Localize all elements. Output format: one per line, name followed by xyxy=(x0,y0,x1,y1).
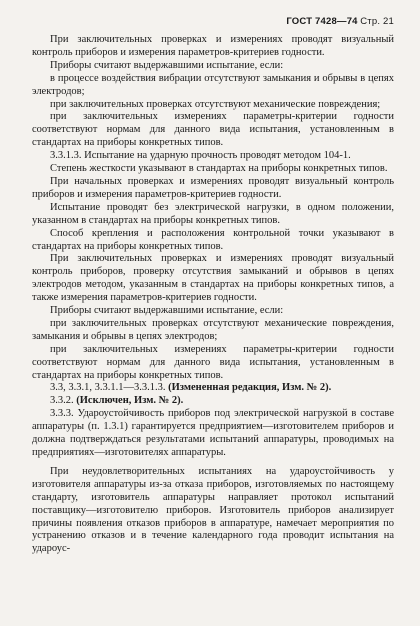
paragraph: Испытание проводят без электрической нагрузки, в одном положении, указанном в стандартах на приборы конкретных типов. xyxy=(32,201,394,226)
edit-note-1 xyxy=(32,382,394,395)
paragraph: Способ крепления и расположения контрольной точки указывают в стандартах на приборы конкретных типов. xyxy=(32,227,394,252)
final-paragraph: При неудовлетворительных испытаниях на удароустойчивость у изготовителя аппаратуры из-за отказа приборов, изготовляемых по настоящему стандарту, изготовитель аппаратуры направляет протокол испытаний поставщику—изготовителю приборов. Изготовитель приборов анализирует причины появления отказов приборов в аппаратуре, намечает мероприятия по устранению отказов и в течение календарного года проводит испытания на удароус- xyxy=(32,465,394,555)
edit-note-2 xyxy=(32,395,394,408)
page-number: Стр. 21 xyxy=(360,16,394,27)
paragraph: при заключительных измерениях параметры-критерии годности соответствуют нормам для данного вида испытания, установленным в стандартах на приборы конкретных типов. xyxy=(32,111,394,149)
page-header xyxy=(32,16,394,27)
paragraph: При начальных проверках и измерениях проводят визуальный контроль приборов и измерения параметров-критериев годности. xyxy=(32,175,394,200)
paragraph: При заключительных проверках и измерениях проводят визуальный контроль приборов и измерения параметров-критериев годности. xyxy=(32,34,394,58)
paragraph-3-3-3: 3.3.3. Удароустойчивость приборов под электрической нагрузкой в составе аппаратуры (п. 1.3.1) гарантируется предприятием—изготовителем приборов и должна подтверждаться результатами испытаний аппаратуры, проводимых на предприятиях—изготовителях аппаратуры. xyxy=(32,408,394,458)
paragraph: при заключительных проверках отсутствуют механические повреждения, замыкания и обрывы в цепях электродов; xyxy=(32,317,394,342)
paragraph: Приборы считают выдержавшими испытание, если: xyxy=(50,59,284,71)
edit-note-1-prefix: 3.3, 3.3.1, 3.3.1.1—3.3.1.3. xyxy=(50,382,166,394)
standard-number: ГОСТ 7428—74 xyxy=(286,16,358,27)
paragraph: Степень жесткости указывают в стандартах на приборы конкретных типов. xyxy=(50,163,388,175)
paragraph: Приборы считают выдержавшими испытание, если: xyxy=(50,305,284,317)
edit-note-2-bold: (Исключен, Изм. № 2). xyxy=(76,395,184,407)
edit-note-1-bold: (Измененная редакция, Изм. № 2). xyxy=(168,382,332,394)
paragraph: При заключительных проверках и измерениях проводят визуальный контроль приборов, проверку отсутствия замыканий и обрывов в цепях электродов методом, указанным в стандартах на приборы конкретных типов, а также измерения параметров-критериев годности. xyxy=(32,253,394,304)
edit-note-2-prefix: 3.3.2. xyxy=(50,395,74,407)
paragraph: при заключительных измерениях параметры-критерии годности соответствуют нормам для данного вида испытания, установленным в стандартах на приборы конкретных типов. xyxy=(32,343,394,381)
paragraph: в процессе воздействия вибрации отсутствуют замыкания и обрывы в цепях электродов; xyxy=(32,72,394,97)
section-heading-3-3-1-3: 3.3.1.3. Испытание на ударную прочность проводят методом 104-1. xyxy=(50,150,351,162)
paragraph: при заключительных проверках отсутствуют механические повреждения; xyxy=(50,98,381,110)
document-body xyxy=(32,34,394,556)
